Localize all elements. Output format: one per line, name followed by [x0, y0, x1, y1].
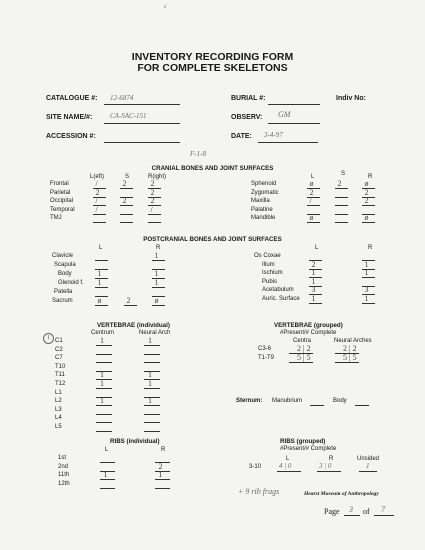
sternum-body-line [355, 405, 369, 406]
postcranial-right-label: Os Coxae [254, 253, 281, 259]
vertebra-label: L3 [55, 406, 62, 413]
postcranial-left-l-line [95, 260, 108, 261]
observ-line [268, 123, 320, 124]
cranial-left-label: Temporal [50, 206, 75, 213]
vertebra-label: C1 [55, 338, 63, 344]
vertebra-arch-mark: 1 [148, 379, 152, 388]
cranial-right-l-mark: ø [309, 179, 314, 188]
vertebra-arch-mark: 1 [148, 396, 152, 406]
cranial-right-s-line [335, 197, 348, 198]
postcranial-right-label: Illum [262, 261, 275, 268]
vertebra-centrum-line [96, 405, 112, 406]
vert-col-centrum: Centrum [91, 330, 115, 336]
cranial-right-label: Palatine [251, 206, 273, 213]
cranial-col-right: R(ight) [148, 174, 167, 180]
catalogue-value: 12-6874 [110, 94, 134, 102]
accession-line [104, 142, 180, 143]
vert-col-arch: Neural Arch [139, 330, 171, 336]
vertebra-arch-mark: 1 [148, 336, 152, 345]
rib-r-line [155, 471, 170, 472]
vert-grp-arches-mark: 2 | 2 [343, 344, 357, 353]
rib-label: 12th [58, 480, 70, 487]
postcranial-right-r-line [362, 303, 375, 304]
cranial-left-s-line [120, 222, 133, 223]
manubrium-label: Manubrium [272, 398, 303, 404]
postcranial-left-r-mark: ø [154, 296, 159, 305]
ribs-grp-col-unsided: Unsided [357, 456, 380, 462]
postcranial-right-r-mark: 3 [364, 285, 369, 294]
circle-note: 1 [43, 333, 54, 344]
vert-grp-centra-mark: 5 | 5 [297, 352, 311, 362]
ribs-ind-heading: RIBS (individual) [110, 438, 160, 445]
vertebra-centrum-line [96, 362, 112, 363]
cranial-left-l-mark: 2 [95, 187, 100, 197]
site-value: CA-SAC-151 [110, 112, 147, 120]
cranial-left-r-mark: 2 [150, 179, 155, 188]
ribs-grp-col-l: L [286, 456, 290, 462]
vertebrae-grp-heading: VERTEBRAE (grouped) [274, 322, 343, 329]
postcranial-left-label: Scapula [54, 262, 76, 268]
sternum-body-label: Body [333, 398, 347, 404]
postcranial-left-l-mark: 1 [97, 278, 102, 287]
postcranial-left-r-line [152, 287, 165, 288]
postcranial-left-r-mark: 1 [154, 269, 159, 278]
vertebra-arch-line [144, 414, 160, 415]
cranial-right-s-line [335, 222, 348, 223]
vert-grp-arches-mark: 5 | 5 [343, 352, 357, 362]
page-total: 7 [381, 505, 385, 514]
vertebra-label: C7 [55, 355, 63, 362]
postcranial-right-r-mark: 1 [364, 259, 369, 269]
cranial-left-s-line [120, 214, 133, 215]
vertebra-arch-line [144, 422, 160, 423]
cranial-right-label: Mandible [251, 215, 276, 221]
postcranial-right-r-mark: 1 [364, 293, 369, 303]
postcranial-left-label: Body [58, 271, 72, 277]
vertebra-centrum-line [96, 431, 112, 432]
cranial-left-s-mark: 2 [122, 196, 127, 205]
rib-l-line [100, 462, 115, 463]
ribs-grp-l-line [277, 471, 301, 472]
footer-handwritten-note: + 9 rib frags [238, 487, 280, 496]
cranial-left-label: TMJ [50, 215, 62, 221]
site-line [104, 123, 180, 124]
vertebra-centrum-line [96, 345, 112, 346]
of-label: of [363, 507, 370, 516]
rib-label: 2nd [58, 463, 69, 470]
postcranial-right-l-mark: 2 [311, 259, 316, 269]
cranial-right-l-mark: 2 [309, 187, 314, 197]
cranial-col-left: L(eft) [90, 174, 105, 180]
postcranial-right-l-mark: 1 [311, 276, 316, 286]
cranial-right-r-mark: 2 [364, 196, 369, 205]
postcranial-right-r-mark: 1 [364, 268, 369, 277]
postcranial-left-label: Patella [54, 289, 73, 295]
vertebra-label: T11 [55, 372, 65, 379]
vertebra-label: T10 [55, 363, 66, 370]
cranial-right-l-mark: / [309, 196, 312, 205]
vertebra-centrum-line [96, 414, 112, 415]
cranial-left-l-mark: / [95, 179, 98, 188]
vertebra-label: L4 [55, 415, 62, 422]
postcranial-right-label: Ischium [262, 270, 283, 276]
postcranial-left-label: Clavicle [52, 253, 74, 259]
corner-note: c [164, 4, 167, 10]
cranial-right-label: Maxilla [251, 198, 270, 204]
ribs-grp-r-value: 3 | 0 [319, 462, 332, 470]
cranial-right-r-mark: 2 [364, 187, 369, 197]
vertebra-centrum-line [96, 422, 112, 423]
ribs-grp-unsided-line [359, 471, 377, 472]
form-title-line1: INVENTORY RECORDING FORM [131, 51, 294, 63]
rib-l-line [100, 488, 115, 489]
vertebra-arch-line [144, 388, 160, 389]
page-total-line [374, 515, 394, 516]
postcranial-right-l-mark: 3 [311, 285, 316, 294]
manubrium-line [310, 405, 324, 406]
cranial-right-s-line [335, 214, 348, 215]
ribs-ind-col-r: R [161, 447, 166, 453]
rib-l-line [100, 471, 115, 472]
postcranial-left-r-mark: 1 [154, 278, 159, 287]
cranial-col-s2: S [341, 171, 346, 177]
ribs-ind-col-l: L [105, 447, 109, 453]
cranial-right-s-mark: 2 [337, 179, 342, 188]
postcranial-left-l-mark: 1 [97, 269, 102, 278]
vertebra-arch-line [144, 371, 160, 372]
cranial-col-l2: L [311, 174, 315, 180]
cranial-left-r-line [148, 214, 161, 215]
cranial-right-s-line [335, 205, 348, 206]
postcranial-right-label: Pubis [262, 278, 278, 285]
rib-r-line [155, 462, 170, 463]
postcranial-col-r2: R [368, 245, 373, 251]
vertebra-centrum-line [96, 371, 112, 372]
observ-value: GM [278, 110, 291, 119]
postcranial-left-r-line [152, 305, 165, 306]
postcranial-left-l-line [95, 287, 108, 288]
rib-r-line [155, 488, 170, 489]
vertebra-centrum-line [96, 379, 112, 380]
burial-line [268, 104, 320, 105]
catalogue-line [104, 104, 180, 105]
postcranial-right-l-mark: 1 [311, 293, 316, 303]
vertebra-arch-line [144, 397, 160, 398]
vertebrae-ind-heading: VERTEBRAE (individual) [97, 322, 170, 329]
cranial-heading: CRANIAL BONES AND JOINT SURFACES [151, 165, 274, 172]
postcranial-left-r-line [152, 260, 165, 261]
catalogue-label: CATALOGUE #: [46, 95, 98, 102]
page-num-line [344, 515, 360, 516]
cranial-right-l-line [307, 222, 320, 223]
rib-r-mark: 1 [158, 470, 163, 479]
cranial-right-r-line [362, 205, 375, 206]
cranial-col-s: S [125, 174, 130, 180]
cranial-right-r-line [362, 222, 375, 223]
rib-r-line [155, 479, 170, 480]
burial-label: BURIAL #: [231, 95, 266, 102]
postcranial-left-s-line [124, 305, 137, 306]
cranial-right-l-mark: ø [309, 213, 314, 222]
form-title-line2: FOR COMPLETE SKELETONS [137, 62, 288, 74]
vertebra-label: L1 [55, 389, 62, 396]
vertebra-arch-mark: 1 [148, 370, 152, 380]
vertebra-arch-line [144, 345, 160, 346]
cranial-left-label: Parietal [50, 189, 71, 196]
postcranial-heading: POSTCRANIAL BONES AND JOINT SURFACES [143, 236, 282, 243]
ribs-grp-r-line [317, 471, 341, 472]
date-value: 3-4-97 [264, 131, 283, 139]
cranial-right-r-mark: ø [364, 213, 369, 222]
cranial-left-l-mark: / [95, 204, 98, 214]
vert-grp-label: T1-T9 [258, 354, 275, 361]
cranial-right-l-line [307, 205, 320, 206]
vert-grp-col-arches: Neural Arches [334, 338, 372, 344]
site-label: SITE NAME/#: [46, 114, 93, 121]
vertebra-arch-line [144, 362, 160, 363]
vertebra-arch-line [144, 379, 160, 380]
vertebra-centrum-mark: 1 [100, 370, 104, 380]
observ-label: OBSERV: [231, 114, 263, 121]
cranial-left-label: Frontal [50, 181, 69, 187]
rib-l-mark: 1 [103, 470, 108, 479]
vertebra-label: T12 [55, 381, 66, 387]
cranial-left-r-line [148, 222, 161, 223]
postcranial-left-r-mark: 1 [154, 251, 159, 260]
rib-label: 11th [58, 472, 70, 478]
rib-label: 1st [58, 455, 67, 461]
vertebra-arch-line [144, 354, 160, 355]
cranial-left-l-mark: / [95, 196, 98, 205]
ribs-grp-item: 3-10 [249, 464, 262, 470]
rib-l-line [100, 479, 115, 480]
vertebra-label: L5 [55, 424, 62, 430]
cranial-left-r-mark: 2 [150, 187, 155, 197]
cranial-left-s-mark: 2 [122, 179, 127, 188]
cranial-left-s-line [120, 205, 133, 206]
page-label: Page [324, 507, 340, 516]
cranial-left-label: Occipital [50, 198, 74, 204]
rib-r-mark: 2 [158, 461, 163, 471]
vertebra-centrum-line [96, 397, 112, 398]
vertebra-centrum-mark: 1 [100, 379, 104, 388]
vertebra-centrum-line [96, 388, 112, 389]
page-num: 3 [349, 505, 353, 514]
ribs-grp-subheading: #Present/# Complete [280, 446, 337, 452]
cranial-col-r2: R [368, 174, 373, 180]
vertebra-arch-line [144, 405, 160, 406]
postcranial-right-label: Auric. Surface [262, 295, 300, 302]
postcranial-right-l-line [309, 303, 322, 304]
postcranial-left-l-mark: ø [97, 296, 102, 305]
postcranial-left-label: Sacrum [52, 298, 73, 304]
accession-label: ACCESSION #: [46, 133, 96, 140]
vertebra-label: C2 [55, 346, 63, 353]
date-label: DATE: [231, 133, 252, 140]
vert-grp-centra-line [289, 362, 313, 363]
cranial-left-l-line [93, 214, 106, 215]
cranial-right-r-mark: ø [364, 179, 369, 188]
note-below-header: F-1-8 [190, 150, 206, 158]
ribs-grp-heading: RIBS (grouped) [280, 438, 326, 445]
vert-grp-centra-mark: 2 | 2 [297, 344, 311, 353]
museum-name: Hearst Museum of Anthropology [304, 491, 379, 497]
sternum-label: Sternum: [236, 398, 263, 404]
cranial-left-l-line [93, 222, 106, 223]
cranial-right-label: Zygomatic [251, 189, 279, 196]
indiv-label: Indiv No: [336, 95, 366, 102]
ribs-grp-unsided-value: 1 [366, 462, 370, 470]
cranial-left-r-mark: / [150, 204, 153, 214]
vertebra-arch-line [144, 431, 160, 432]
vertebrae-grp-subheading: #Present/# Complete [280, 330, 337, 336]
vertebra-centrum-mark: 1 [100, 336, 104, 345]
vertebra-centrum-line [96, 354, 112, 355]
ribs-grp-col-r: R [329, 456, 334, 462]
vertebra-centrum-mark: 1 [100, 396, 104, 406]
vert-grp-arches-line [335, 362, 359, 363]
vertebra-label: L2 [55, 398, 62, 405]
postcranial-left-l-line [95, 305, 108, 306]
postcranial-col-l: L [99, 245, 103, 251]
cranial-right-s-line [335, 188, 348, 189]
cranial-left-s-line [120, 188, 133, 189]
vert-grp-col-centra: Centra [293, 338, 312, 344]
postcranial-left-s-mark: 2 [126, 296, 131, 305]
ribs-grp-l-value: 4 | 0 [279, 462, 292, 470]
postcranial-right-l-mark: 1 [311, 268, 316, 277]
postcranial-left-label: Glenoid f. [58, 280, 84, 286]
date-line [258, 142, 318, 143]
postcranial-right-label: Acetabulum [262, 287, 294, 293]
cranial-right-label: Sphenoid [251, 181, 277, 187]
postcranial-col-r: R [156, 245, 161, 251]
postcranial-right-r-line [362, 277, 375, 278]
vert-grp-label: C3-6 [258, 346, 272, 352]
cranial-left-r-mark: 2 [150, 196, 155, 205]
postcranial-col-l2: L [315, 245, 319, 251]
